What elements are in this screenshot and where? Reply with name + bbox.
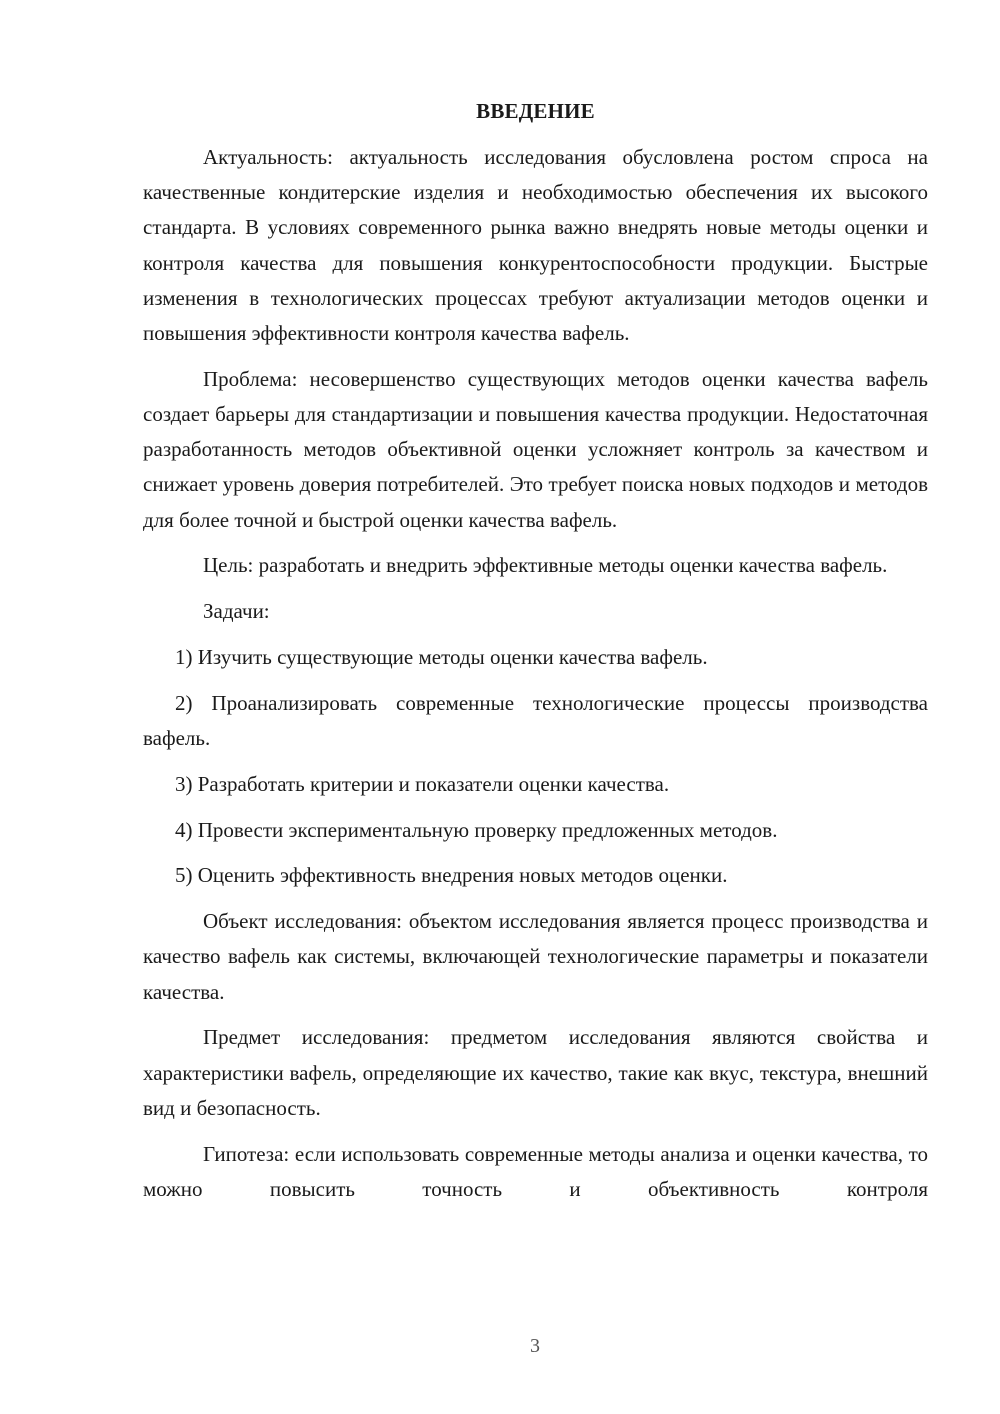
task-item-1: 1) Изучить существующие методы оценки качества вафель. bbox=[175, 645, 708, 670]
paragraph-relevance: Актуальность: актуальность исследования обусловлена ростом спроса на качественные кондитерские изделия и необходимостью обеспечения их высокого стандарта. В условиях современного рынка важно внедрять новые методы оценки и контроля качества для повышения конкурентоспособности продукции. Быстрые изменения в технологических процессах требуют актуализации методов оценки и повышения эффективности контроля качества вафель. bbox=[143, 145, 928, 346]
task-item-3: 3) Разработать критерии и показатели оценки качества. bbox=[175, 771, 670, 796]
task-item-5: 5) Оценить эффективность внедрения новых методов оценки. bbox=[175, 863, 728, 888]
paragraph-object: Объект исследования: объектом исследования является процесс производства и качество вафель как системы, включающей технологические параметры и показатели качества. bbox=[143, 909, 928, 1004]
paragraph-hypothesis: Гипотеза: если использовать современные методы анализа и оценки качества, то можно повысить точность и объективность контроля bbox=[143, 1141, 928, 1201]
paragraph-problem: Проблема: несовершенство существующих методов оценки качества вафель создает барьеры для стандартизации и повышения качества продукции. Недостаточная разработанность методов объективной оценки усложняет контроль за качеством и снижает уровень доверия потребителей. Это требует поиска новых подходов и методов для более точной и быстрой оценки качества вафель. bbox=[143, 366, 928, 532]
document-page bbox=[143, 96, 928, 1207]
paragraph-subject: Предмет исследования: предметом исследования являются свойства и характеристики вафель, определяющие их качество, такие как вкус, текстура, внешний вид и безопасность. bbox=[143, 1025, 928, 1120]
paragraph-goal: Цель: разработать и внедрить эффективные методы оценки качества вафель. bbox=[203, 553, 888, 578]
task-item-2: 2) Проанализировать современные технологические процессы производства вафель. bbox=[143, 690, 928, 751]
paragraph-tasks-label: Задачи: bbox=[203, 599, 270, 624]
task-item-4: 4) Провести экспериментальную проверку предложенных методов. bbox=[175, 817, 778, 842]
section-heading: ВВЕДЕНИЕ bbox=[476, 99, 595, 123]
page-number: 3 bbox=[530, 1335, 540, 1357]
